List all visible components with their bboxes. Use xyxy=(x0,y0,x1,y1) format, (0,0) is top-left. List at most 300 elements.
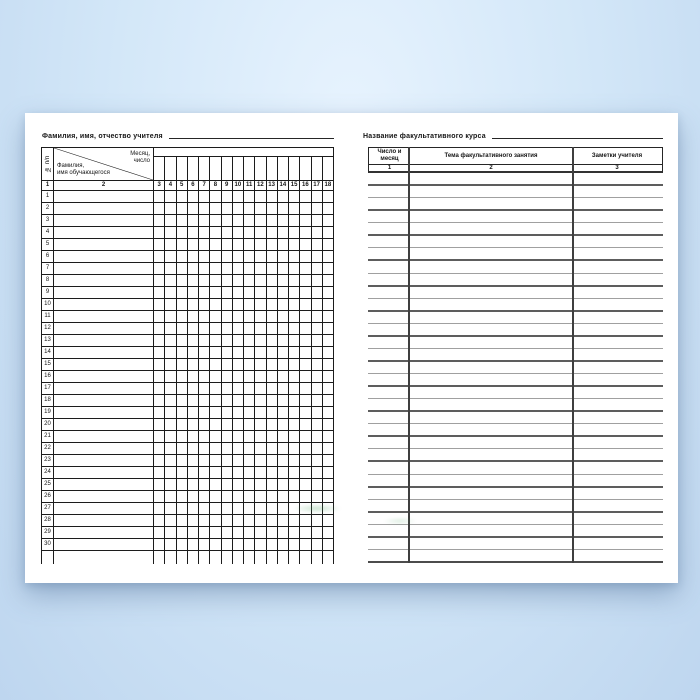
grade-cell xyxy=(312,311,323,323)
grade-cell xyxy=(312,239,323,251)
grade-cell xyxy=(210,275,221,287)
grade-cell xyxy=(188,407,199,419)
attendance-row xyxy=(42,419,334,431)
student-name-cell xyxy=(54,215,154,227)
grade-cell xyxy=(278,491,289,503)
day-number-cells xyxy=(154,181,334,191)
grade-cell xyxy=(289,323,300,335)
grade-cell xyxy=(300,359,311,371)
entry-row xyxy=(368,287,663,299)
entry-row xyxy=(368,211,663,223)
row-number-cell: 23 xyxy=(42,455,54,467)
grade-cell xyxy=(188,287,199,299)
grade-cell xyxy=(233,467,244,479)
grade-cell xyxy=(312,527,323,539)
grade-cell xyxy=(154,287,165,299)
grade-cell xyxy=(300,431,311,443)
grade-cell xyxy=(233,443,244,455)
grade-cell xyxy=(177,527,188,539)
grade-cells xyxy=(154,467,334,479)
column-header-notes: Заметки учителя xyxy=(591,152,643,159)
grade-cell xyxy=(255,479,266,491)
grade-cell xyxy=(165,419,176,431)
grade-cell xyxy=(210,419,221,431)
attendance-row xyxy=(42,371,334,383)
grade-cell xyxy=(267,443,278,455)
grade-cell xyxy=(177,203,188,215)
grade-cells xyxy=(154,311,334,323)
grade-cell xyxy=(300,551,311,564)
entry-row xyxy=(368,462,663,474)
grade-cell xyxy=(267,479,278,491)
grade-cell xyxy=(177,335,188,347)
grade-cell xyxy=(222,347,233,359)
grade-cell xyxy=(165,347,176,359)
grade-cell xyxy=(188,275,199,287)
attendance-row xyxy=(42,455,334,467)
grade-cell xyxy=(210,335,221,347)
grade-cell xyxy=(222,527,233,539)
grade-cell xyxy=(278,515,289,527)
grade-cell xyxy=(300,515,311,527)
grade-cell xyxy=(199,419,210,431)
grade-cell xyxy=(255,395,266,407)
grade-cell xyxy=(177,359,188,371)
grade-cell xyxy=(244,455,255,467)
grade-cell xyxy=(244,443,255,455)
grade-cell xyxy=(199,503,210,515)
grade-cell xyxy=(300,227,311,239)
row-number-cell: 8 xyxy=(42,275,54,287)
entry-row xyxy=(368,399,663,412)
grade-cell xyxy=(177,479,188,491)
grade-cell xyxy=(177,443,188,455)
grade-cell xyxy=(210,503,221,515)
attendance-row xyxy=(42,359,334,371)
grade-cell xyxy=(177,371,188,383)
grade-cell xyxy=(244,227,255,239)
column-divider xyxy=(572,147,574,563)
grade-cell xyxy=(300,527,311,539)
grade-cell xyxy=(233,503,244,515)
grade-cells xyxy=(154,323,334,335)
attendance-row xyxy=(42,443,334,455)
day-number-label: 14 xyxy=(278,181,289,191)
grade-cell xyxy=(165,275,176,287)
grade-cell xyxy=(233,251,244,263)
grade-cell xyxy=(154,275,165,287)
grade-cell xyxy=(199,299,210,311)
grade-cell xyxy=(267,239,278,251)
grade-cell xyxy=(255,455,266,467)
grade-cell xyxy=(188,395,199,407)
column-header-topic: Тема факультативного занятия xyxy=(444,152,538,159)
grade-cell xyxy=(188,479,199,491)
grade-cells xyxy=(154,227,334,239)
grade-cell xyxy=(233,191,244,203)
grade-cell xyxy=(177,491,188,503)
grade-cell xyxy=(289,479,300,491)
grade-cell xyxy=(222,539,233,551)
grade-cell xyxy=(255,239,266,251)
grade-cell xyxy=(255,347,266,359)
grade-cell xyxy=(323,503,334,515)
grade-cell xyxy=(312,551,323,564)
attendance-row xyxy=(42,263,334,275)
grade-cell xyxy=(278,551,289,564)
grade-cell xyxy=(210,383,221,395)
grade-cell xyxy=(233,371,244,383)
attendance-row xyxy=(42,479,334,491)
grade-cell xyxy=(154,251,165,263)
grade-cell xyxy=(210,311,221,323)
day-number-label: 5 xyxy=(177,181,188,191)
attendance-row xyxy=(42,215,334,227)
grade-cell xyxy=(177,191,188,203)
grade-cell xyxy=(222,503,233,515)
grade-cell xyxy=(278,455,289,467)
grade-cell xyxy=(323,407,334,419)
day-header-cell xyxy=(188,157,199,181)
grade-cell xyxy=(233,383,244,395)
row-number-cell: 22 xyxy=(42,443,54,455)
attendance-row xyxy=(42,287,334,299)
student-name-cell xyxy=(54,383,154,395)
grade-cell xyxy=(255,371,266,383)
grade-cell xyxy=(255,191,266,203)
row-number-cell: 20 xyxy=(42,419,54,431)
grade-cell xyxy=(165,323,176,335)
grade-cell xyxy=(267,335,278,347)
day-header-cell xyxy=(199,157,210,181)
grade-cell xyxy=(244,491,255,503)
grade-cell xyxy=(165,383,176,395)
grade-cell xyxy=(222,371,233,383)
grade-cell xyxy=(199,491,210,503)
attendance-row xyxy=(42,251,334,263)
attendance-row xyxy=(42,383,334,395)
row-number-cell: 29 xyxy=(42,527,54,539)
grade-cell xyxy=(165,515,176,527)
grade-cell xyxy=(323,263,334,275)
grade-cell xyxy=(222,419,233,431)
grade-cell xyxy=(312,419,323,431)
grade-cell xyxy=(188,215,199,227)
diagonal-header-cell xyxy=(54,148,154,181)
grade-cell xyxy=(154,215,165,227)
grade-cell xyxy=(300,251,311,263)
grade-cell xyxy=(222,239,233,251)
grade-cell xyxy=(267,395,278,407)
grade-cell xyxy=(267,539,278,551)
grade-cell xyxy=(154,203,165,215)
grade-cell xyxy=(177,467,188,479)
grade-cell xyxy=(233,491,244,503)
attendance-row xyxy=(42,239,334,251)
day-header-cell xyxy=(165,157,176,181)
grade-cell xyxy=(323,203,334,215)
grade-cell xyxy=(278,395,289,407)
grade-cell xyxy=(154,503,165,515)
grade-cell xyxy=(199,251,210,263)
grade-cell xyxy=(188,359,199,371)
grade-cell xyxy=(222,335,233,347)
grade-cell xyxy=(300,335,311,347)
day-number-label: 8 xyxy=(210,181,221,191)
grade-cell xyxy=(177,275,188,287)
grade-cell xyxy=(244,431,255,443)
attendance-row xyxy=(42,275,334,287)
grade-cell xyxy=(244,503,255,515)
grade-cell xyxy=(312,191,323,203)
attendance-table xyxy=(41,147,334,564)
grade-cell xyxy=(278,443,289,455)
student-name-cell xyxy=(54,263,154,275)
grade-cell xyxy=(210,395,221,407)
grade-cell xyxy=(165,443,176,455)
grade-cell xyxy=(199,431,210,443)
column-number-1: 1 xyxy=(387,164,392,171)
grade-cell xyxy=(222,311,233,323)
row-number-cell: 2 xyxy=(42,203,54,215)
attendance-row xyxy=(42,347,334,359)
student-name-cell xyxy=(54,347,154,359)
grade-cell xyxy=(244,419,255,431)
grade-cell xyxy=(210,515,221,527)
attendance-row xyxy=(42,467,334,479)
grade-cell xyxy=(312,263,323,275)
title-underline xyxy=(169,138,334,139)
grade-cells xyxy=(154,515,334,527)
grade-cell xyxy=(165,335,176,347)
grade-cell xyxy=(255,539,266,551)
grade-cell xyxy=(244,275,255,287)
grade-cell xyxy=(177,407,188,419)
grade-cell xyxy=(188,539,199,551)
day-number-label: 11 xyxy=(244,181,255,191)
day-header-cell xyxy=(312,157,323,181)
entry-row xyxy=(368,449,663,462)
grade-cells xyxy=(154,263,334,275)
grade-cell xyxy=(312,299,323,311)
grade-cell xyxy=(312,479,323,491)
grade-cell xyxy=(165,551,176,564)
grade-cells xyxy=(154,215,334,227)
grade-cell xyxy=(300,479,311,491)
grade-cell xyxy=(278,203,289,215)
grade-cell xyxy=(188,527,199,539)
grade-cell xyxy=(233,527,244,539)
grade-cells xyxy=(154,251,334,263)
grade-cell xyxy=(300,299,311,311)
grade-cell xyxy=(312,371,323,383)
grade-cell xyxy=(154,395,165,407)
entry-row xyxy=(368,374,663,387)
grade-cell xyxy=(154,359,165,371)
grade-cell xyxy=(177,551,188,564)
grade-cell xyxy=(210,215,221,227)
grade-cell xyxy=(154,383,165,395)
day-header-cell xyxy=(267,157,278,181)
grade-cell xyxy=(210,287,221,299)
grade-cell xyxy=(165,491,176,503)
student-name-cell xyxy=(54,323,154,335)
left-page-title xyxy=(42,130,334,140)
grade-cell xyxy=(278,479,289,491)
row-number-cell: 25 xyxy=(42,479,54,491)
grade-cell xyxy=(267,227,278,239)
grade-cell xyxy=(300,455,311,467)
grade-cell xyxy=(278,431,289,443)
grade-cell xyxy=(199,515,210,527)
grade-cell xyxy=(255,323,266,335)
row-number-cell: 12 xyxy=(42,323,54,335)
grade-cell xyxy=(255,467,266,479)
grade-cell xyxy=(154,311,165,323)
grade-cell xyxy=(177,503,188,515)
day-number-label: 6 xyxy=(188,181,199,191)
grade-cell xyxy=(300,491,311,503)
grade-cells xyxy=(154,191,334,203)
grade-cell xyxy=(278,299,289,311)
grade-cell xyxy=(267,431,278,443)
grade-cell xyxy=(222,455,233,467)
grade-cell xyxy=(233,299,244,311)
attendance-row xyxy=(42,491,334,503)
day-number-label: 13 xyxy=(267,181,278,191)
grade-cell xyxy=(312,491,323,503)
grade-cell xyxy=(289,299,300,311)
grade-cell xyxy=(222,299,233,311)
day-header-cell xyxy=(323,157,334,181)
student-name-cell xyxy=(54,335,154,347)
grade-cell xyxy=(312,335,323,347)
column-number-1: 1 xyxy=(42,181,54,191)
grade-cell xyxy=(233,419,244,431)
day-header-cell xyxy=(278,157,289,181)
grade-cell xyxy=(154,227,165,239)
grade-cell xyxy=(165,239,176,251)
grade-cell xyxy=(289,407,300,419)
entry-row xyxy=(368,324,663,337)
grade-cell xyxy=(323,215,334,227)
student-name-cell xyxy=(54,515,154,527)
grade-cell xyxy=(154,371,165,383)
grade-cell xyxy=(210,455,221,467)
grade-cell xyxy=(267,203,278,215)
grade-cell xyxy=(289,203,300,215)
grade-cell xyxy=(323,383,334,395)
grade-cell xyxy=(289,371,300,383)
grade-cell xyxy=(267,467,278,479)
grade-cell xyxy=(199,467,210,479)
grade-cell xyxy=(188,491,199,503)
grade-cell xyxy=(244,299,255,311)
day-number-label: 16 xyxy=(300,181,311,191)
student-name-cell xyxy=(54,431,154,443)
grade-cell xyxy=(188,551,199,564)
day-header-cell xyxy=(244,157,255,181)
grade-cells xyxy=(154,239,334,251)
grade-cell xyxy=(300,467,311,479)
grade-cell xyxy=(323,431,334,443)
attendance-row xyxy=(42,323,334,335)
day-header-cell xyxy=(177,157,188,181)
grade-cell xyxy=(289,419,300,431)
grade-cell xyxy=(300,539,311,551)
entry-row xyxy=(368,312,663,324)
grade-cell xyxy=(300,323,311,335)
right-table-body xyxy=(368,173,663,563)
grade-cell xyxy=(267,383,278,395)
grade-cell xyxy=(312,515,323,527)
grade-cell xyxy=(177,263,188,275)
grade-cell xyxy=(255,311,266,323)
student-name-cell xyxy=(54,299,154,311)
grade-cell xyxy=(165,527,176,539)
grade-cell xyxy=(233,551,244,564)
grade-cell xyxy=(154,407,165,419)
grade-cell xyxy=(312,347,323,359)
grade-cell xyxy=(289,227,300,239)
student-name-cell xyxy=(54,467,154,479)
grade-cell xyxy=(210,551,221,564)
grade-cell xyxy=(222,203,233,215)
row-number-cell: 10 xyxy=(42,299,54,311)
grade-cell xyxy=(312,323,323,335)
grade-cells xyxy=(154,299,334,311)
grade-cell xyxy=(312,203,323,215)
attendance-row xyxy=(42,431,334,443)
grade-cell xyxy=(244,335,255,347)
grade-cell xyxy=(278,347,289,359)
grade-cell xyxy=(244,323,255,335)
grade-cell xyxy=(210,479,221,491)
grade-cell xyxy=(199,443,210,455)
student-name-cell xyxy=(54,251,154,263)
grade-cell xyxy=(165,431,176,443)
grade-cell xyxy=(222,491,233,503)
grade-cell xyxy=(244,551,255,564)
grade-cell xyxy=(210,251,221,263)
grade-cell xyxy=(210,323,221,335)
grade-cell xyxy=(199,395,210,407)
grade-cell xyxy=(222,227,233,239)
grade-cell xyxy=(267,287,278,299)
grade-cell xyxy=(222,275,233,287)
right-page-title xyxy=(363,130,663,140)
grade-cell xyxy=(210,443,221,455)
grade-cell xyxy=(177,239,188,251)
grade-cell xyxy=(323,443,334,455)
left-page-title-text: Фамилия, имя, отчество учителя xyxy=(42,133,163,140)
grade-cells xyxy=(154,395,334,407)
grade-cell xyxy=(199,371,210,383)
entry-row xyxy=(368,186,663,198)
grade-cell xyxy=(154,419,165,431)
entry-row xyxy=(368,248,663,261)
entry-row xyxy=(368,500,663,513)
grade-cell xyxy=(300,287,311,299)
grade-cell xyxy=(300,395,311,407)
grade-cells xyxy=(154,359,334,371)
grade-cell xyxy=(233,359,244,371)
attendance-row xyxy=(42,407,334,419)
grade-cell xyxy=(177,347,188,359)
grade-cell xyxy=(267,347,278,359)
grade-cell xyxy=(289,239,300,251)
student-name-cell xyxy=(54,455,154,467)
